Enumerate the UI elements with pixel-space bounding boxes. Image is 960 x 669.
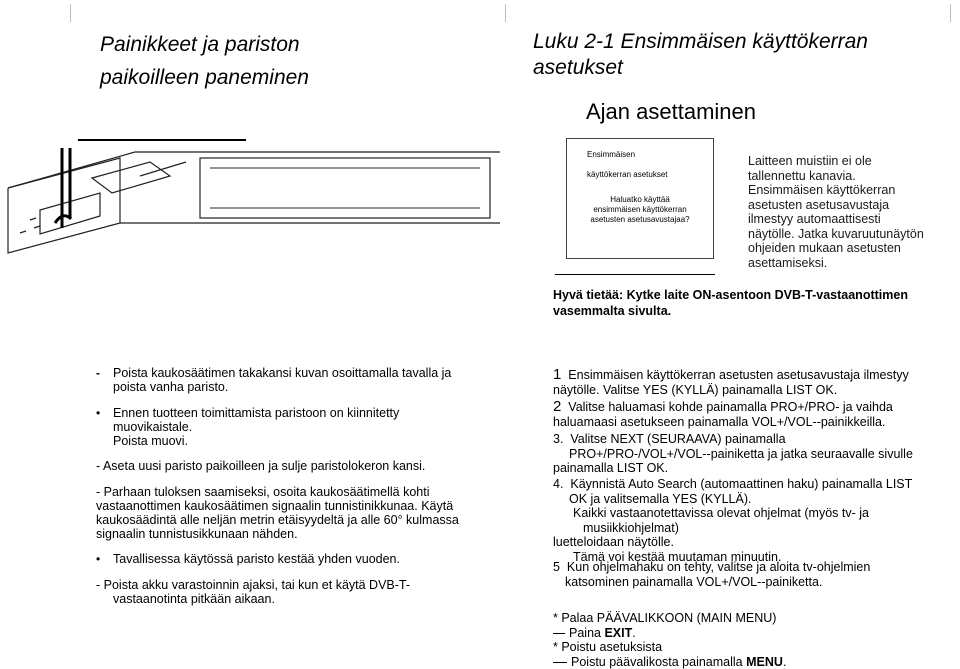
note-menu-post: . xyxy=(783,655,786,669)
p4-line3: kaukosäädintä alle neljän metrin etäisyydeltä ja alle 60° kulmassa xyxy=(96,513,506,527)
step-4-line3: Kaikki vastaanotettavissa olevat ohjelmat (myös tv- ja xyxy=(553,506,953,521)
step-2-number: 2 xyxy=(553,398,561,415)
device-question-line3: asetusten asetusavustajaa? xyxy=(566,215,714,225)
step-4-line5: luetteloidaan näytölle. xyxy=(553,535,953,550)
screen-note-line1: Laitteen muistiin ei ole xyxy=(748,154,948,169)
p1-line2: poista vanha paristo. xyxy=(113,380,523,394)
screen-note-line6: näytölle. Jatka kuvaruutunäytön xyxy=(748,227,948,242)
note-menu-line xyxy=(553,655,953,669)
left-title-line2: paikoilleen paneminen xyxy=(100,61,430,94)
screen-note-line5: ilmestyy automaattisesti xyxy=(748,212,948,227)
device-question-line2: ensimmäisen käyttökerran xyxy=(566,205,714,215)
step-4-text: Käynnistä Auto Search (automaattinen haku) painamalla LIST xyxy=(570,477,912,491)
tip-box xyxy=(553,287,953,319)
instruction-battery-life: Tavallisessa käytössä paristo kestää yhden vuoden. xyxy=(113,552,523,566)
p4-line1: - Parhaan tuloksen saamiseksi, osoita kaukosäätimellä kohti xyxy=(96,485,506,499)
screen-note-line2: tallennettu kanavia. xyxy=(748,169,948,184)
screen-note-line3: Ensimmäisen käyttökerran xyxy=(748,183,948,198)
step-5-text: Kun ohjelmahaku on tehty, valitse ja aloita tv-ohjelmien xyxy=(567,560,870,574)
instruction-insert-battery: - Aseta uusi paristo paikoilleen ja sulje paristolokeron kansi. xyxy=(96,459,506,473)
left-title-line1: Painikkeet ja pariston xyxy=(100,28,430,61)
device-title-line2: käyttökerran asetukset xyxy=(587,165,667,185)
step-4-line4: musiikkiohjelmat) xyxy=(553,521,953,536)
step-2 xyxy=(553,400,953,429)
step-4-number: 4. xyxy=(553,477,563,491)
step-1-line1 xyxy=(553,368,953,383)
device-screen-title xyxy=(587,145,667,185)
page-edge-center xyxy=(505,4,506,22)
tip-line2: vasemmalta sivulta. xyxy=(553,303,953,319)
bullet-marker: • xyxy=(96,406,100,420)
device-screen-question xyxy=(566,195,714,225)
step-2-line2: haluamaasi asetukseen painamalla VOL+/VOL--painikkeilla. xyxy=(553,415,953,430)
dash-marker: - xyxy=(96,366,100,380)
page-edge-right xyxy=(950,4,951,22)
step-1 xyxy=(553,368,953,397)
right-title-line1: Luku 2-1 Ensimmäisen käyttökerran xyxy=(533,29,953,55)
footer-notes xyxy=(553,611,953,669)
note-main-menu: * Palaa PÄÄVALIKKOON (MAIN MENU) xyxy=(553,611,953,626)
p2-line2: muovikaistale. xyxy=(113,420,523,434)
device-question-line1: Haluatko käyttää xyxy=(566,195,714,205)
step-5-number: 5 xyxy=(553,560,560,574)
step-3-line3: painamalla LIST OK. xyxy=(553,461,953,476)
p2-line1: Ennen tuotteen toimittamista paristoon on kiinnitetty xyxy=(113,406,523,420)
step-4 xyxy=(553,477,953,564)
screen-note xyxy=(748,154,948,270)
note-exit-pre: Paina xyxy=(569,626,601,640)
right-title-line2: asetukset xyxy=(533,55,953,81)
page-edge-left xyxy=(70,4,71,22)
screen-note-line4: asetusten asetusavustaja xyxy=(748,198,948,213)
step-3-line1 xyxy=(553,432,953,447)
note-exit-post: . xyxy=(632,626,635,640)
p4-line4: signaalin tunnistusikkunaan nähden. xyxy=(96,527,506,541)
step-3-text: Valitse NEXT (SEURAAVA) painamalla xyxy=(570,432,785,446)
step-2-line1 xyxy=(553,400,953,415)
step-1-number: 1 xyxy=(553,366,561,383)
instruction-plastic-strip xyxy=(113,406,523,448)
menu-key: MENU xyxy=(746,655,783,669)
step-5-line1 xyxy=(553,560,953,575)
step-3-line2: PRO+/PRO-/VOL+/VOL--painiketta ja jatka seuraavalle sivulle xyxy=(553,447,953,462)
dash-arrow xyxy=(553,633,565,634)
step-3 xyxy=(553,432,953,476)
instruction-remove-cover xyxy=(113,366,523,394)
tip-line1: Hyvä tietää: Kytke laite ON-asentoon DVB-T-vastaanottimen xyxy=(553,287,953,303)
step-1-line2: näytölle. Valitse YES (KYLLÄ) painamalla LIST OK. xyxy=(553,383,953,398)
p2-line3: Poista muovi. xyxy=(113,434,523,448)
exit-key: EXIT xyxy=(604,626,632,640)
step-3-number: 3. xyxy=(553,432,563,446)
p1-line1: Poista kaukosäätimen takakansi kuvan osoittamalla tavalla ja xyxy=(113,366,523,380)
p6-line1: - Poista akku varastoinnin ajaksi, tai kun et käytä DVB-T- xyxy=(96,578,506,592)
instruction-aim-remote xyxy=(96,485,506,541)
screen-note-line7: ohjeiden mukaan asetusten xyxy=(748,241,948,256)
step-5 xyxy=(553,560,953,589)
note-menu-pre: Poistu päävalikosta painamalla xyxy=(571,655,743,669)
note-exit-settings: * Poistu asetuksista xyxy=(553,640,953,655)
remote-battery-illustration xyxy=(0,148,500,278)
step-5-line2: katsominen painamalla VOL+/VOL--painiketta. xyxy=(553,575,953,590)
device-title-line1: Ensimmäisen xyxy=(587,145,667,165)
screen-note-line8: asettamiseksi. xyxy=(748,256,948,271)
section-title: Ajan asettaminen xyxy=(586,99,756,125)
divider-left xyxy=(78,139,246,141)
step-4-line1 xyxy=(553,477,953,492)
p4-line2: vastaanottimen kaukosäätimen signaalin tunnistinikkunaa. Käytä xyxy=(96,499,506,513)
instruction-remove-for-storage xyxy=(96,578,506,606)
step-4-line6: Tämä voi kestää muutaman minuutin. xyxy=(553,550,953,565)
step-1-text: Ensimmäisen käyttökerran asetusten asetusavustaja ilmestyy xyxy=(568,368,908,382)
left-page-title xyxy=(100,28,430,94)
bullet-marker-2: • xyxy=(96,552,100,566)
p6-line2: vastaanotinta pitkään aikaan. xyxy=(96,592,506,606)
dash-arrow-2 xyxy=(553,662,567,663)
step-2-text: Valitse haluamasi kohde painamalla PRO+/PRO- ja vaihda xyxy=(568,400,893,414)
note-exit-line xyxy=(553,626,953,641)
step-4-line2: OK ja valitsemalla YES (KYLLÄ). xyxy=(553,492,953,507)
tip-divider xyxy=(555,274,715,275)
right-page-title xyxy=(533,29,953,81)
